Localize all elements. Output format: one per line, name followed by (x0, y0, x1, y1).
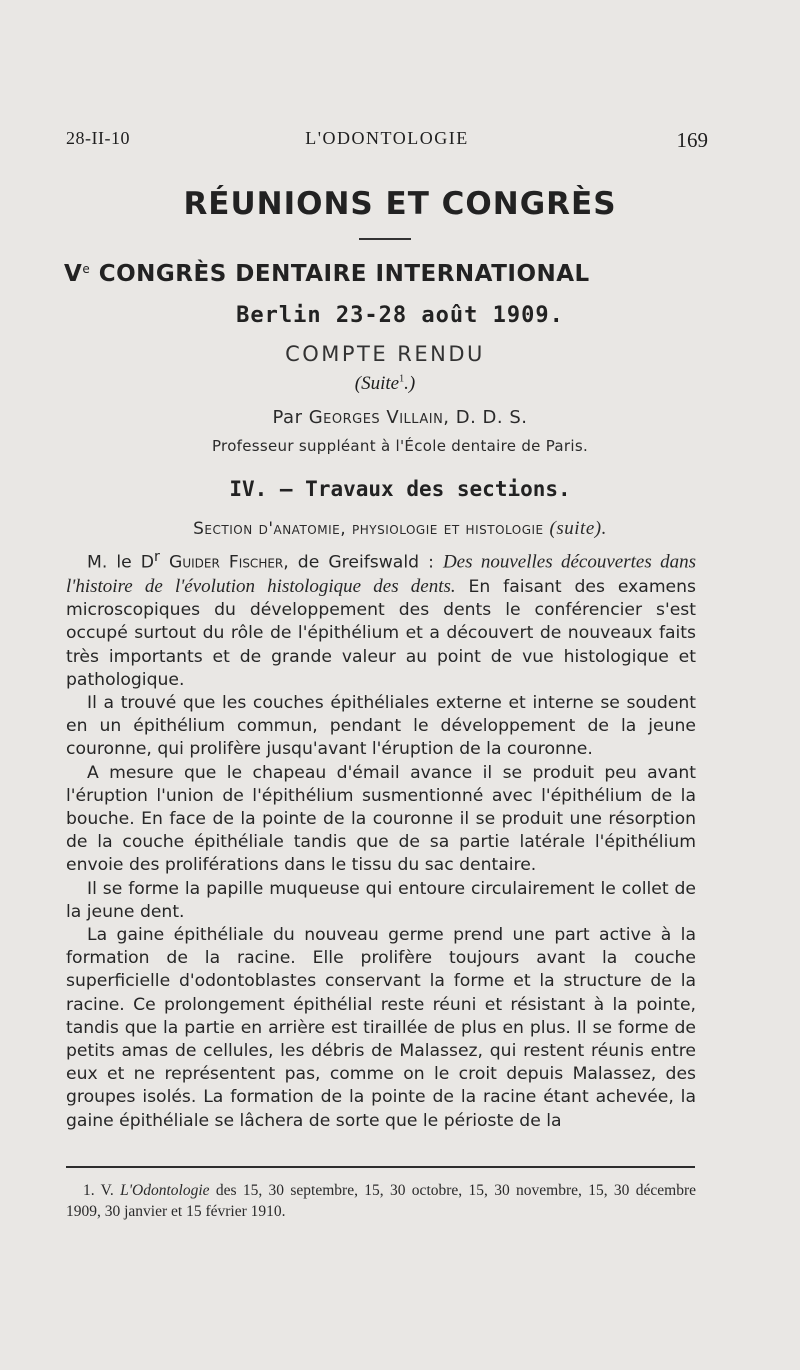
paragraph: Il a trouvé que les couches épithéliales externe et interne se soudent en un épithélium commun, pendant le développement de la jeune couronne, qui prolifère jusqu'avant l'éruption de la couronne. (66, 692, 696, 760)
paragraph (66, 546, 696, 692)
author-line (0, 407, 800, 428)
lecture-title: Des nouvelles découvertes dans l'histoire de l'évolution histologique des dents. (66, 551, 696, 597)
footnote-journal: L'Odontologie (120, 1182, 210, 1199)
page-title: RÉUNIONS ET CONGRÈS (183, 186, 617, 222)
subsection-suite: (suite). (549, 518, 607, 539)
report-suite (0, 373, 770, 395)
journal-name: L'ODONTOLOGIE (305, 128, 469, 148)
running-head (66, 128, 708, 156)
footnote-ref[interactable]: 1 (399, 373, 405, 385)
paragraph: A mesure que le chapeau d'émail avance il se produit peu avant l'éruption l'union de l'épithélium susmentionné avec l'épithélium de la bouche. En face de la pointe de la couronne il se produit une résorption de la couche épithéliale tandis que de sa partie latérale l'épithélium envoie des proliférations dans le tissu du sac dentaire. (66, 762, 696, 876)
speaker-name: Guider Fischer (169, 552, 284, 573)
author-prefix: Par (272, 407, 303, 428)
congress-name: CONGRÈS DENTAIRE INTERNATIONAL (98, 261, 590, 287)
author-name: Georges Villain (308, 407, 444, 428)
footnote-marker: 1. V. (83, 1182, 121, 1199)
p1-text: En faisant des examens microscopiques du développement des dents le conférencier s'est occupé surtout du rôle de l'épithélium et a découvert de nouveaux faits très importants et de grande valeur au point de vue histologique et pathologique. (66, 576, 696, 690)
paragraph: La gaine épithéliale du nouveau germe prend une part active à la formation de la racine. Elle prolifère toujours avant la couche superficielle d'odontoblastes conservant la forme et la structure de la racine. Ce prolongement épithélial reste réuni et résistant à la pointe, tandis que la partie en arrière est tiraillée de plus en plus. Il se forme de petits amas de cellules, les débris de Malassez, qui restent réunis entre eux et ne représentent pas, comme on le croit depuis Malassez, des groupes isolés. La formation de la pointe de la racine étant achevée, la gaine épithéliale se lâchera de sorte que le périoste de la (66, 924, 696, 1131)
p1-title-sup: r (154, 549, 160, 565)
title-divider (359, 238, 411, 240)
article-body (66, 546, 696, 1133)
congress-place-date: Berlin 23-28 août 1909. (236, 303, 564, 328)
footnote (66, 1180, 696, 1222)
congress-ordinal: V (64, 261, 83, 287)
author-degree: , D. D. S. (443, 407, 528, 428)
subsection-text: Section d'anatomie, physiologie et histologie (193, 519, 544, 539)
suite-text: (Suite (354, 373, 400, 394)
report-label: COMPTE RENDU (285, 342, 485, 366)
p1-location: , de Greifswald : (283, 552, 443, 573)
subsection-heading (0, 518, 800, 540)
suite-end: .) (404, 373, 416, 394)
author-affiliation: Professeur suppléant à l'École dentaire de Paris. (211, 437, 589, 455)
congress-title (64, 261, 704, 287)
footnote-divider (66, 1166, 695, 1168)
footnote-text: des 15, 30 septembre, 15, 30 octobre, 15, 30 novembre, 15, 30 décembre 1909, 30 janvier et 15 février 1910. (66, 1182, 696, 1220)
issue-date: 28-II-10 (66, 128, 130, 148)
section-heading: IV. — Travaux des sections. (229, 477, 571, 501)
congress-ordinal-suffix: e (82, 262, 91, 276)
page-number: 169 (676, 128, 708, 152)
paragraph: Il se forme la papille muqueuse qui entoure circulairement le collet de la jeune dent. (66, 878, 696, 922)
p1-intro: M. le D (87, 552, 155, 573)
